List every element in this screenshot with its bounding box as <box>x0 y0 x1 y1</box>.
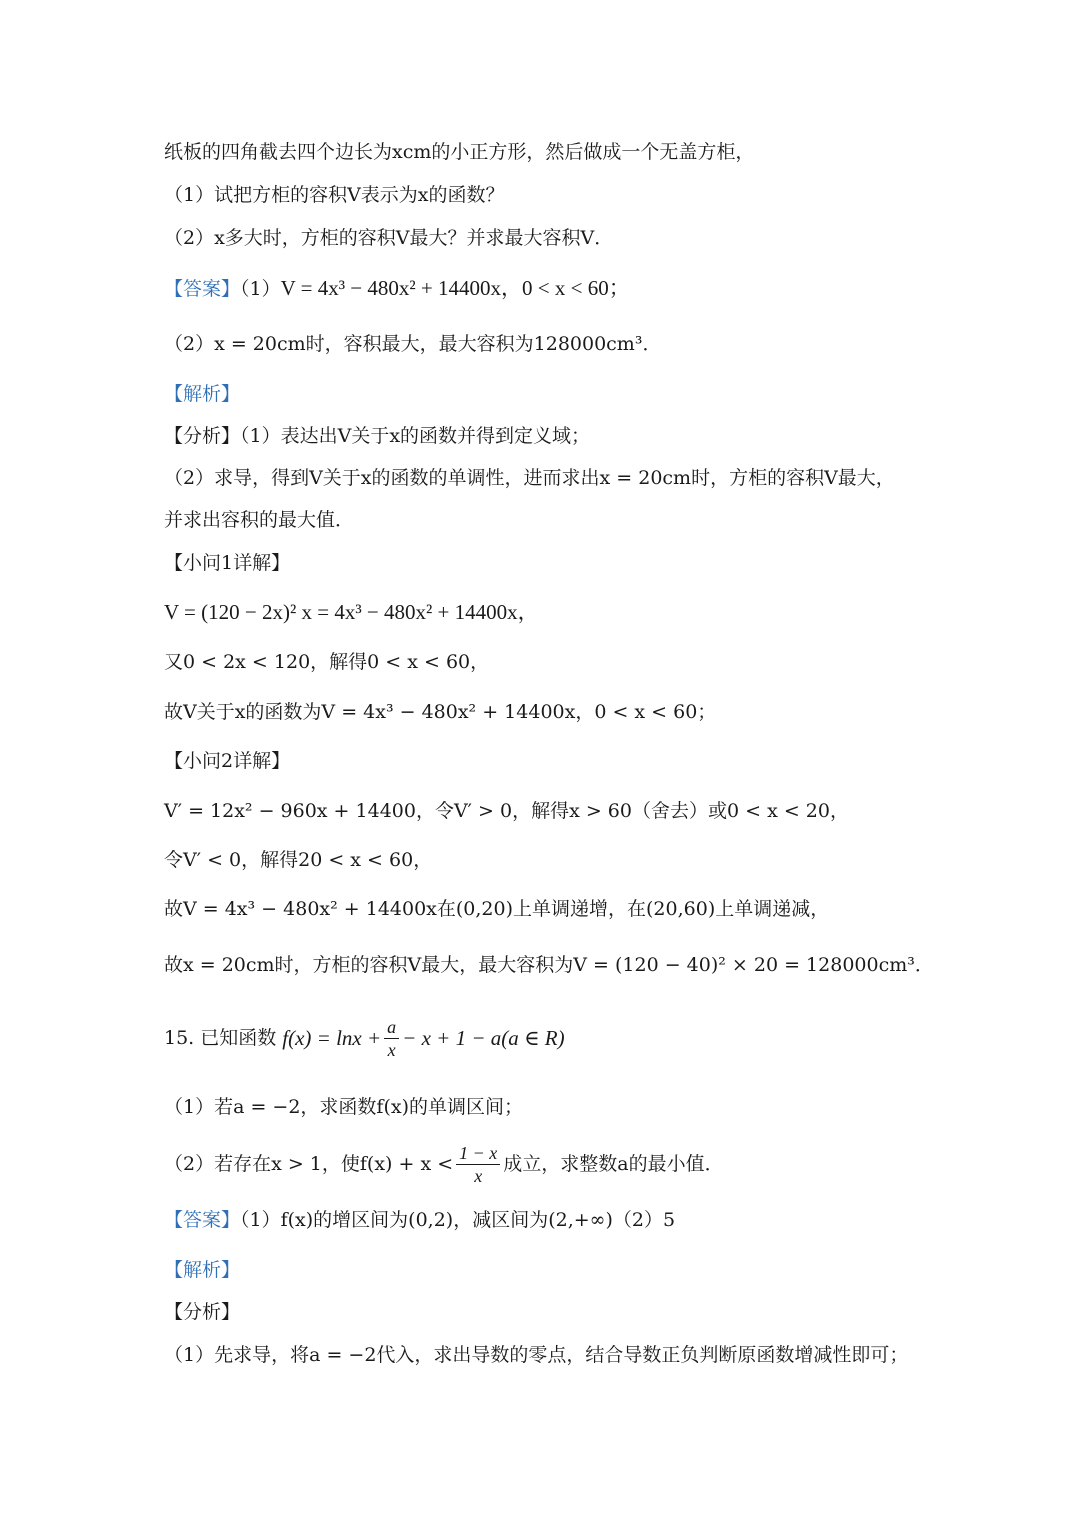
subquestion1-heading: 【小问1详解】 <box>164 552 291 574</box>
subquestion2-heading: 【小问2详解】 <box>164 750 291 772</box>
subquestion1-line3: 故V关于x的函数为V = 4x³ − 480x² + 14400x，0 < x < 60； <box>164 701 717 723</box>
answer-tag: 【答案】 <box>164 1209 241 1231</box>
problem14-part2: （2）x多大时，方柜的容积V最大？并求最大容积V． <box>164 227 614 249</box>
analysis15-line1: （1）先求导，将a = −2代入，求出导数的零点，结合导数正负判断原函数增减性即可； <box>164 1344 909 1366</box>
answer14-formula: V = 4x³ − 480x² + 14400x，0 < x < 60； <box>280 276 630 300</box>
subquestion2-line2: 令V′ < 0，解得20 < x < 60， <box>164 849 433 871</box>
analysis14-fenxi-line1: 【分析】（1）表达出V关于x的函数并得到定义域； <box>164 425 591 447</box>
subquestion2-line4: 故x = 20cm时，方柜的容积V最大，最大容积为V = (120 − 40)² × 20 = 128000cm³． <box>164 954 934 976</box>
jiexi-tag: 【解析】 <box>164 383 241 405</box>
subquestion2-line1: V′ = 12x² − 960x + 14400，令V′ > 0，解得x > 60（舍去）或0 < x < 20， <box>164 800 849 822</box>
problem15-part2: （2）若存在x > 1，使f(x) + x < $\frac{1 - x}{x}$ 成立，求整数a的最小值． <box>164 1142 724 1186</box>
analysis15-fenxi-tag: 【分析】 <box>164 1301 241 1323</box>
problem15-number: 15. 已知函数 <box>164 1027 277 1049</box>
answer-tag: 【答案】 <box>164 278 241 300</box>
answer15-line: 【答案】（1）f(x)的增区间为(0,2)，减区间为(2,+∞)（2）5 <box>164 1209 676 1231</box>
fraction-1-minus-x-over-x: $\frac{1 - x}{x}$ <box>456 1142 500 1187</box>
subquestion1-line1: V = (120 − 2x)² x = 4x³ − 480x² + 14400x， <box>164 600 539 624</box>
problem14-part1: （1）试把方柜的容积V表示为x的函数？ <box>164 184 505 206</box>
problem14-stem-line: 纸板的四角截去四个边长为xcm的小正方形，然后做成一个无盖方柜， <box>164 141 755 163</box>
fraction-a-over-x: $\frac{a}{x}$ <box>384 1016 399 1061</box>
subquestion2-line3: 故V = 4x³ − 480x² + 14400x在(0,20)上单调递增，在(20,60)上单调递减， <box>164 898 830 920</box>
jiexi-tag: 【解析】 <box>164 1259 241 1281</box>
problem15-part1: （1）若a = −2，求函数f(x)的单调区间； <box>164 1096 523 1118</box>
subquestion1-line2: 又0 < 2x < 120，解得0 < x < 60， <box>164 651 490 673</box>
analysis14-fenxi-line2: （2）求导，得到V关于x的函数的单调性，进而求出x = 20cm时，方柜的容积V最大， <box>164 467 895 489</box>
answer14-line2: （2）x = 20cm时，容积最大，最大容积为128000cm³． <box>164 333 662 355</box>
problem15-stem: 15. 已知函数 f(x) = lnx + $\frac{a}{x}$ − x + 1 − a(a ∈ R) <box>164 1016 565 1060</box>
answer14-line1: 【答案】（1）V = 4x³ − 480x² + 14400x，0 < x < 60； <box>164 276 630 300</box>
analysis14-fenxi-line3: 并求出容积的最大值． <box>164 509 355 531</box>
